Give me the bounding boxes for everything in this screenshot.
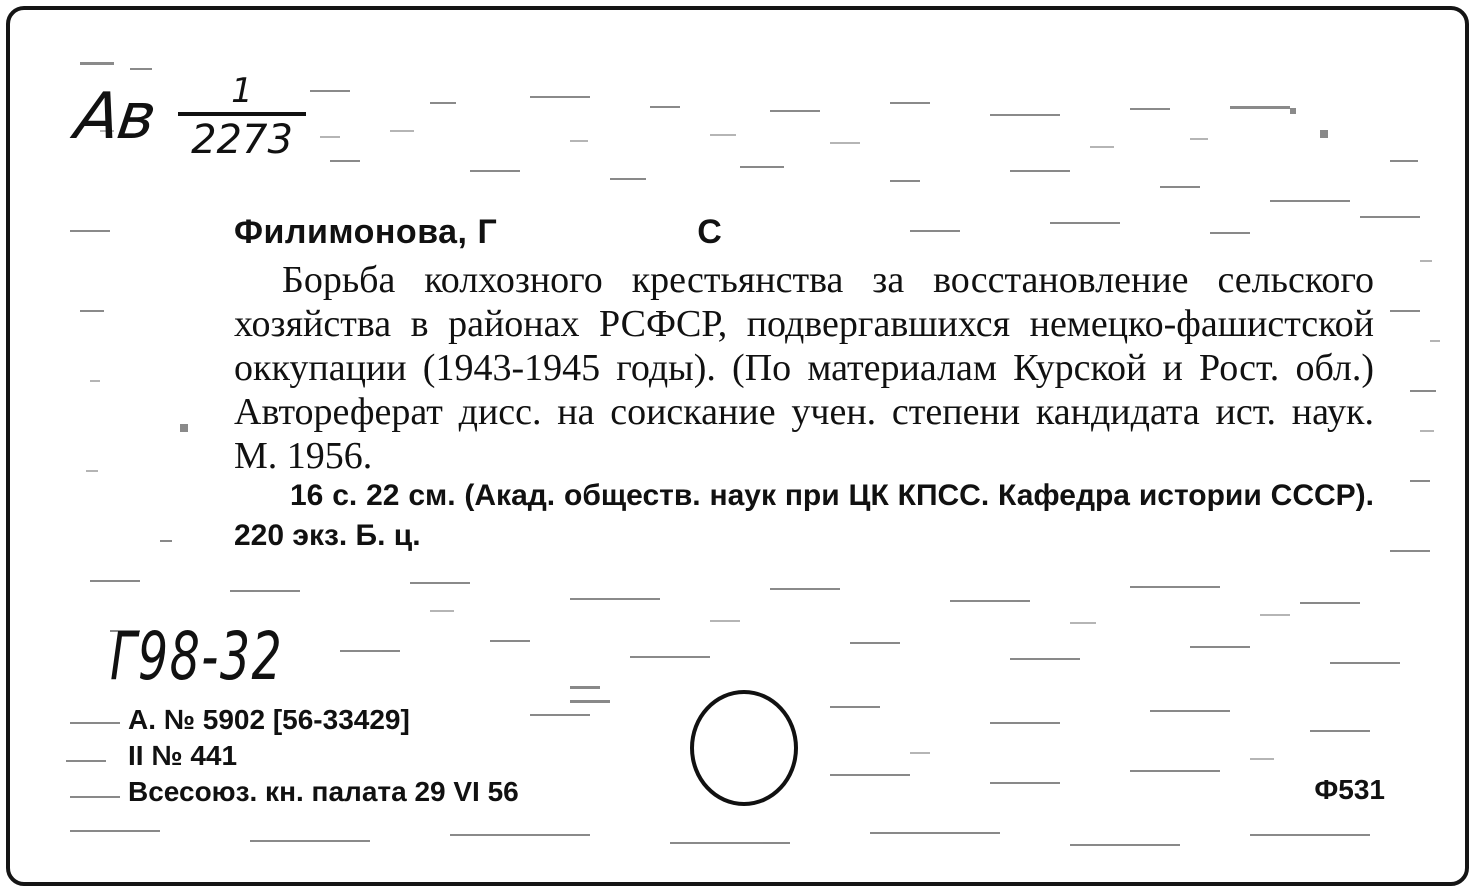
- shelf-mark-divider: [178, 112, 306, 116]
- shelf-mark-numerator: 1: [231, 71, 253, 111]
- catalog-card: [6, 6, 1469, 886]
- registration-line-3: Всесоюз. кн. палата 29 VI 56: [128, 776, 519, 807]
- shelf-mark-fraction: [178, 72, 306, 162]
- title-statement: Борьба колхозного крестьянства за восстановление сельского хозяйства в районах РСФСР, подвергавшихся немецко-фашистской оккупации (1943-1945 годы). (По материалам Курской и Рост. обл.) Автореферат дисс. на соискание учен. степени кандидата ист. наук. М. 1956.: [234, 259, 1374, 477]
- classification-code: Г98-32: [110, 618, 284, 695]
- author-initial: С: [697, 213, 723, 251]
- author-name: Филимонова, Г: [234, 213, 498, 251]
- author-heading: [234, 213, 722, 252]
- punch-hole: [690, 690, 798, 806]
- form-code: Ф531: [1314, 774, 1385, 805]
- registration-line-2: II № 441: [128, 740, 238, 771]
- registration-line-1: А. № 5902 [56-33429]: [128, 704, 410, 735]
- shelf-mark-prefix: Ав: [70, 80, 159, 154]
- imprint-statement: 16 с. 22 см. (Акад. обществ. наук при ЦК КПСС. Кафедра истории СССР). 220 экз. Б. ц.: [234, 479, 1374, 552]
- shelf-mark-denominator: 2273: [191, 117, 293, 163]
